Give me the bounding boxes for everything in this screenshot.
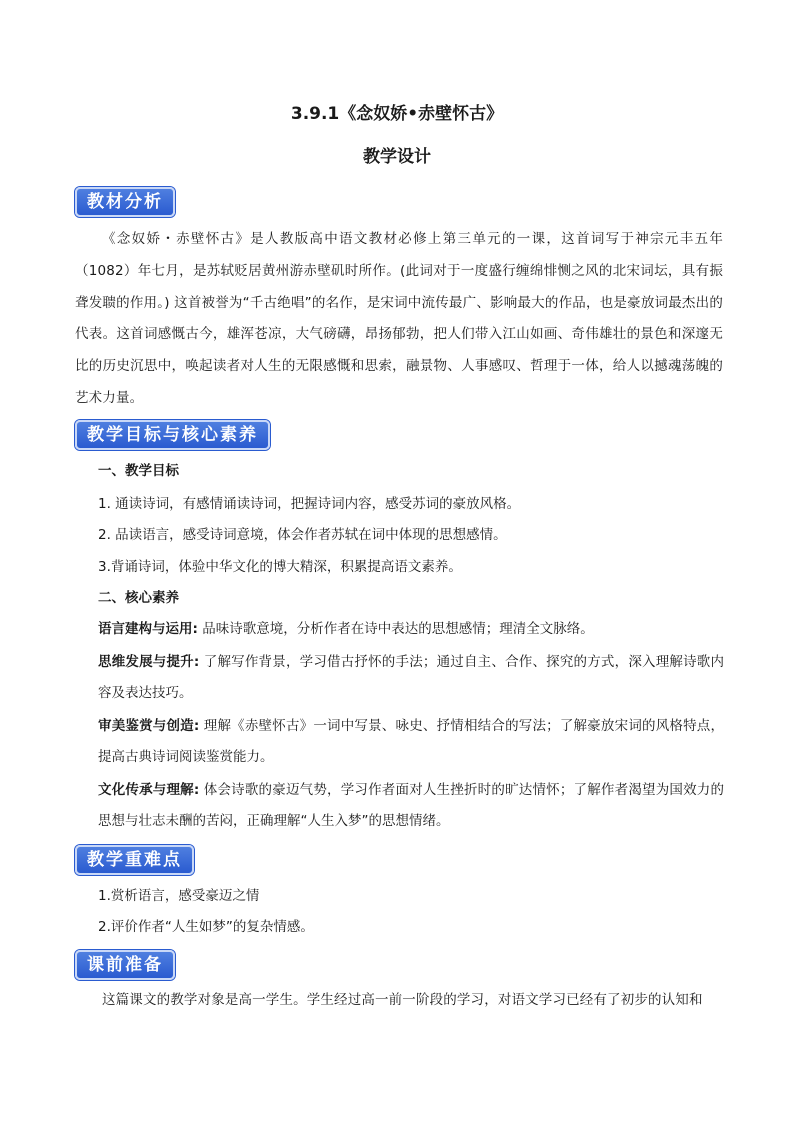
- core-heading: 二、核心素养: [98, 590, 179, 606]
- core-text: 理解《赤壁怀古》一词中写景、咏史、抒情相结合的写法；了解豪放宋词的风格特点，提高古典诗词阅读鉴赏能力。: [98, 718, 724, 765]
- section-badge-prep: 课前准备: [75, 950, 175, 980]
- section-badge-analysis: 教材分析: [75, 187, 175, 217]
- core-item-language: [98, 614, 724, 645]
- core-label: 思维发展与提升:: [98, 654, 200, 670]
- core-label: 审美鉴赏与创造:: [98, 718, 200, 734]
- core-text: 了解写作背景，学习借古抒怀的手法；通过自主、合作、探究的方式，深入理解诗歌内容及表达技巧。: [98, 654, 724, 701]
- core-item-aesthetic: [98, 711, 724, 773]
- document-subtitle: 教学设计: [363, 147, 431, 167]
- difficulty-item-1: 1.赏析语言，感受豪迈之情: [98, 888, 260, 904]
- prep-paragraph: 这篇课文的教学对象是高一学生。学生经过高一前一阶段的学习，对语文学习已经有了初步的认知和: [102, 992, 703, 1008]
- core-label: 语言建构与运用:: [98, 621, 198, 637]
- goal-item-1: 1. 通读诗词，有感情诵读诗词，把握诗词内容，感受苏词的豪放风格。: [98, 496, 521, 512]
- goals-heading: 一、教学目标: [98, 463, 179, 479]
- core-item-culture: [98, 775, 724, 837]
- core-item-thinking: [98, 647, 724, 709]
- goal-item-2: 2. 品读语言，感受诗词意境，体会作者苏轼在词中体现的思想感情。: [98, 527, 507, 543]
- core-text: 品味诗歌意境，分析作者在诗中表达的思想感情；理清全文脉络。: [197, 621, 594, 637]
- difficulty-item-2: 2.评价作者“人生如梦”的复杂情感。: [98, 919, 314, 935]
- goal-item-3: 3.背诵诗词，体验中华文化的博大精深，积累提高语文素养。: [98, 559, 462, 575]
- analysis-paragraph: 《念奴娇・赤壁怀古》是人教版高中语文教材必修上第三单元的一课，这首词写于神宗元丰五年（1082）年七月，是苏轼贬居黄州游赤壁矶时所作。(此词对于一度盛行缠绵悱恻之风的北宋词坛，具有振聋发聩的作用。) 这首被誉为“千古绝唱”的名作，是宋词中流传最广、影响最大的作品，也是豪放词最杰出的代表。这首词感慨古今，雄浑苍凉，大气磅礴，昂扬郁勃，把人们带入江山如画、奇伟雄壮的景色和深邃无比的历史沉思中，唤起读者对人生的无限感慨和思索，融景物、人事感叹、哲理于一体，给人以撼魂荡魄的艺术力量。: [75, 231, 723, 406]
- core-text: 体会诗歌的豪迈气势，学习作者面对人生挫折时的旷达情怀；了解作者渴望为国效力的思想与壮志未酬的苦闷，正确理解“人生入梦”的思想情绪。: [98, 782, 724, 829]
- section-badge-difficulties: 教学重难点: [75, 845, 194, 875]
- core-label: 文化传承与理解:: [98, 782, 200, 798]
- section-badge-goals: 教学目标与核心素养: [75, 420, 270, 450]
- document-title: 3.9.1《念奴娇•赤壁怀古》: [290, 104, 504, 124]
